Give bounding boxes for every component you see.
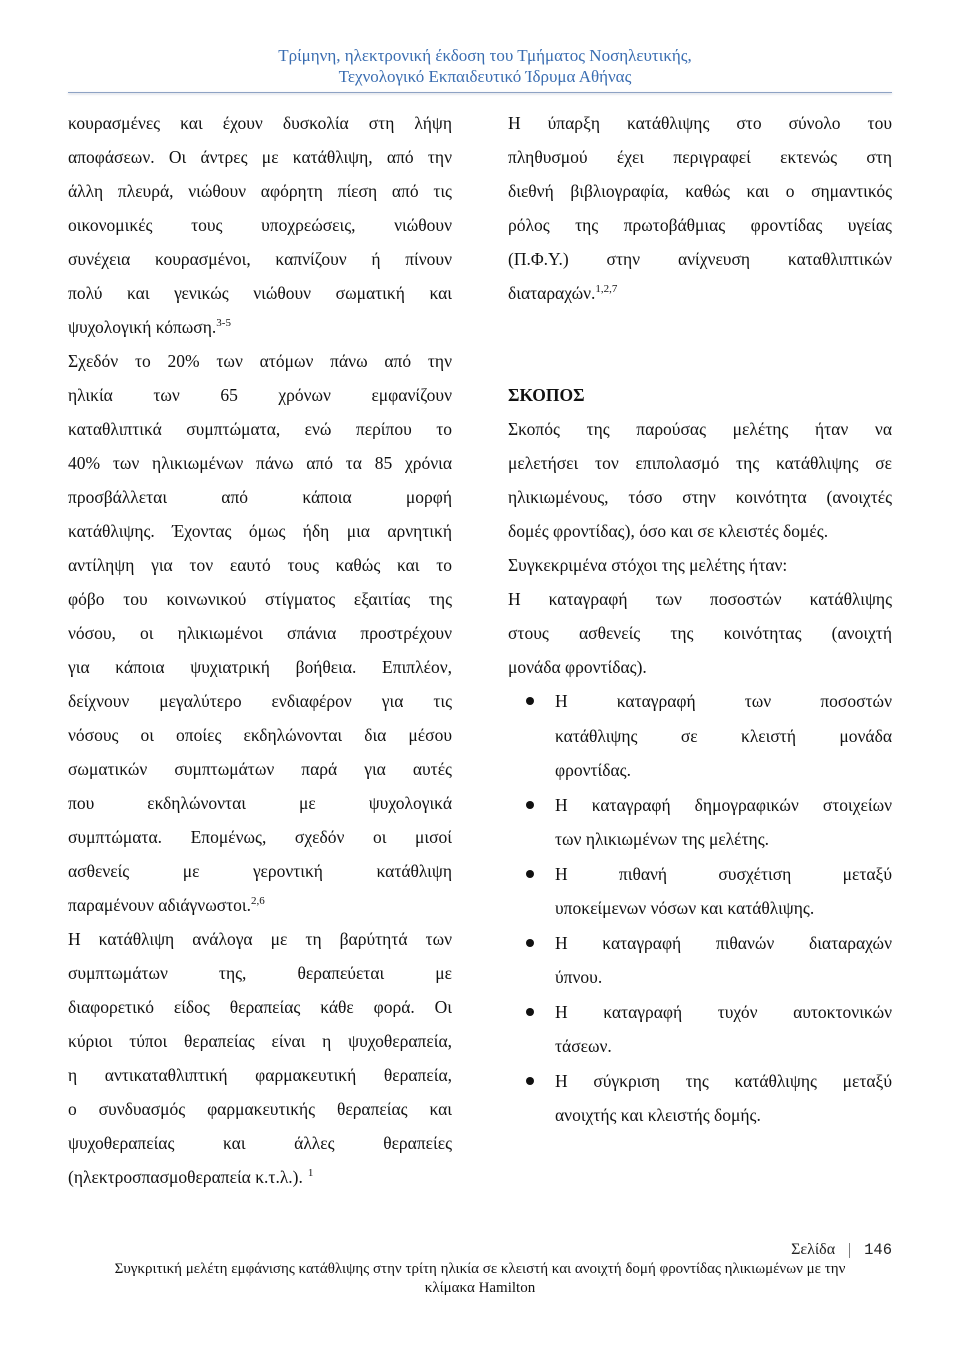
text-line: ανοιχτής και κλειστής δομής. — [555, 1105, 761, 1125]
text-line — [68, 1160, 452, 1194]
text-line: νόσους οι οποίες εκδηλώνονται δια μέσου — [68, 725, 452, 745]
text-line: για κάποια ψυχιατρική βοήθεια. Επιπλέον, — [68, 657, 452, 677]
list-item — [508, 926, 892, 995]
page-label: Σελίδα — [791, 1241, 836, 1258]
objectives-intro: Συγκεκριμένα στόχοι της μελέτης ήταν: — [508, 555, 788, 575]
text-line: Η κατάθλιψη ανάλογα με τη βαρύτητά των — [68, 929, 452, 949]
bullet-icon — [526, 801, 534, 809]
text-line: η αντικαταθλιπτική φαρμακευτική θεραπεία, — [68, 1065, 452, 1085]
bullet-icon — [526, 697, 534, 705]
text-line: κύριοι τύποι θεραπείας είναι η ψυχοθεραπεία, — [68, 1031, 452, 1051]
bullet-icon — [526, 1077, 534, 1085]
header-divider — [68, 92, 892, 93]
running-title — [0, 1260, 960, 1298]
text-line: υποκείμενων νόσων και κατάθλιψης. — [555, 898, 815, 918]
objectives-list — [508, 684, 892, 1133]
spacer — [508, 310, 892, 344]
bullet-icon — [526, 1008, 534, 1016]
text-line-content: (ηλεκτροσπασμοθεραπεία κ.τ.λ.). — [68, 1167, 303, 1187]
text-line — [508, 276, 892, 310]
text-line: στους ασθενείς της κοινότητας (ανοιχτή — [508, 623, 892, 643]
paragraph — [68, 106, 452, 344]
text-line: ύπνου. — [555, 967, 603, 987]
citation-superscript: 2,6 — [251, 895, 265, 907]
text-line: Η καταγραφή τυχόν αυτοκτονικών — [555, 1001, 892, 1022]
list-item — [508, 857, 892, 926]
text-line-content: παραμένουν αδιάγνωστοι. — [68, 895, 252, 915]
citation-superscript: 3-5 — [216, 317, 231, 329]
running-title-line: Συγκριτική μελέτη εμφάνισης κατάθλιψης στην τρίτη ηλικία σε κλειστή και ανοιχτή δομή φροντίδας ηλικιωμένων με την — [114, 1261, 846, 1277]
text-line: Η καταγραφή των ποσοστών κατάθλιψης — [508, 589, 892, 609]
text-line: 40% των ηλικιωμένων πάνω από τα 85 χρόνια — [68, 453, 452, 473]
spacer — [508, 344, 892, 378]
list-item — [508, 684, 892, 788]
text-line: νόσου, οι ηλικιωμένοι σπάνια προστρέχουν — [68, 623, 452, 643]
text-line: Η καταγραφή πιθανών διαταραχών — [555, 932, 892, 953]
list-item — [508, 788, 892, 857]
text-line: που εκδηλώνονται με ψυχολογικά — [68, 793, 452, 813]
page-number: 146 — [864, 1241, 892, 1259]
text-line: Η ύπαρξη κατάθλιψης στο σύνολο του — [508, 113, 892, 133]
section-heading: ΣΚΟΠΟΣ — [508, 385, 585, 405]
text-line: Η καταγραφή δημογραφικών στοιχείων — [555, 794, 892, 815]
paragraph — [508, 582, 892, 684]
text-line: των ηλικιωμένων της μελέτης. — [555, 829, 770, 849]
text-line: ασθενείς με γεροντική κατάθλιψη — [68, 861, 452, 881]
text-line: τάσεων. — [555, 1036, 612, 1056]
text-line: διαφορετικό είδος θεραπείας κάθε φορά. Οι — [68, 997, 452, 1017]
text-line: δείχνουν μεγαλύτερο ενδιαφέρον για τις — [68, 691, 452, 711]
text-line-content: ψυχολογική κόπωση. — [68, 317, 217, 337]
text-line: μελετήσει τον επιπολασμό της κατάθλιψης σε — [508, 453, 892, 473]
text-line: κατάθλιψης. Έχοντας όμως ήδη μια αρνητική — [68, 521, 452, 541]
text-line-content: διαταραχών. — [508, 283, 596, 303]
text-line: άλλη πλευρά, νιώθουν αφόρητη πίεση από τις — [68, 181, 452, 201]
text-line: συμπτώματα. Επομένως, σχεδόν οι μισοί — [68, 827, 452, 847]
text-line: αποφάσεων. Οι άντρες με κατάθλιψη, από την — [68, 147, 452, 167]
text-line: κατάθλιψης σε κλειστή μονάδα — [555, 725, 892, 746]
text-line: Σχεδόν το 20% των ατόμων πάνω από την — [68, 351, 452, 371]
text-line: δομές φροντίδας), όσο και σε κλειστές δομές. — [508, 521, 829, 541]
text-line: φροντίδας. — [555, 760, 631, 780]
text-line: πληθυσμού έχει περιγραφεί εκτενώς στη — [508, 147, 892, 167]
text-line: φόβο του κοινωνικού στίγματος εξαιτίας της — [68, 589, 452, 609]
text-line — [68, 310, 452, 344]
text-line: ψυχοθεραπείας και άλλες θεραπείες — [68, 1133, 452, 1153]
text-line: οικονομικές τους υποχρεώσεις, νιώθουν — [68, 215, 452, 235]
journal-header-line: Τεχνολογικό Εκπαιδευτικό Ίδρυμα Αθήνας — [338, 67, 632, 86]
citation-superscript: 1 — [307, 1167, 314, 1179]
text-line: ηλικία των 65 χρόνων εμφανίζουν — [68, 385, 452, 405]
list-item — [508, 1064, 892, 1133]
bullet-icon — [526, 939, 534, 947]
text-line: καταθλιπτικά συμπτώματα, ενώ περίπου το — [68, 419, 452, 439]
text-line: Η καταγραφή των ποσοστών — [555, 691, 892, 711]
journal-header — [0, 45, 960, 87]
paragraph — [68, 344, 452, 922]
right-column — [508, 106, 892, 1133]
text-line: προσβάλλεται από κάποια μορφή — [68, 487, 452, 507]
paragraph — [508, 412, 892, 548]
journal-header-line: Τρίμηνη, ηλεκτρονική έκδοση του Τμήματος Νοσηλευτικής, — [278, 46, 692, 65]
text-line: Σκοπός της παρούσας μελέτης ήταν να — [508, 419, 892, 439]
text-line: συμπτωμάτων της, θεραπεύεται με — [68, 963, 452, 983]
text-line: αντίληψη για τον εαυτό τους καθώς και το — [68, 555, 452, 575]
text-line: Η πιθανή συσχέτιση μεταξύ — [555, 863, 892, 884]
paragraph — [68, 922, 452, 1194]
page-separator — [849, 1243, 850, 1258]
running-title-line: κλίμακα Hamilton — [424, 1280, 536, 1296]
text-line: σωματικών συμπτωμάτων παρά για αυτές — [68, 759, 452, 779]
text-line: συνέχεια κουρασμένοι, καπνίζουν ή πίνουν — [68, 249, 452, 269]
text-line: μονάδα φροντίδας). — [508, 657, 647, 677]
text-line: διεθνή βιβλιογραφία, καθώς και ο σημαντικός — [508, 181, 892, 201]
text-line: Η σύγκριση της κατάθλιψης μεταξύ — [555, 1070, 892, 1091]
text-line — [68, 888, 452, 922]
text-line: (Π.Φ.Υ.) στην ανίχνευση καταθλιπτικών — [508, 249, 892, 269]
left-column — [68, 106, 452, 1194]
citation-superscript: 1,2,7 — [595, 283, 618, 295]
paragraph — [508, 106, 892, 310]
page-number-block — [791, 1240, 892, 1260]
bullet-icon — [526, 870, 534, 878]
text-line: πολύ και γενικώς νιώθουν σωματική και — [68, 283, 452, 303]
text-line: ηλικιωμένους, τόσο στην κοινότητα (ανοιχτές — [508, 487, 892, 507]
text-line: κουρασμένες και έχουν δυσκολία στη λήψη — [68, 113, 452, 133]
list-item — [508, 995, 892, 1064]
text-line: ρόλος της πρωτοβάθμιας φροντίδας υγείας — [508, 215, 892, 235]
text-line: ο συνδυασμός φαρμακευτικής θεραπείας και — [68, 1099, 452, 1119]
